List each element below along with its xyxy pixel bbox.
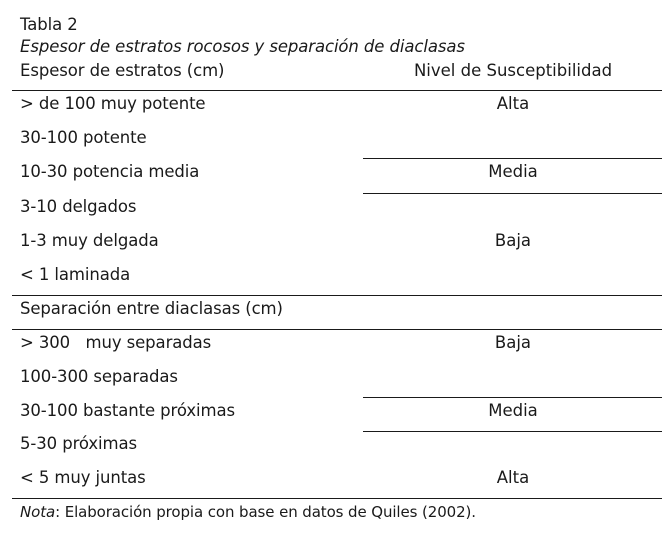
table-title: Espesor de estratos rocosos y separación de diaclasas [20, 37, 465, 56]
table-row: 10-30 potencia media [20, 162, 200, 181]
bottom-rule [12, 498, 662, 499]
level-divider [363, 431, 662, 432]
table-row: > 300 muy separadas [20, 333, 212, 352]
table-note [20, 502, 476, 522]
section-rule [12, 295, 662, 296]
table-row: 1-3 muy delgada [20, 231, 159, 250]
column-header-susceptibility: Nivel de Susceptibilidad [413, 61, 613, 80]
susceptibility-level: Baja [494, 231, 532, 250]
susceptibility-level: Media [488, 162, 538, 181]
table-row: 30-100 bastante próximas [20, 401, 235, 420]
column-header-thickness: Espesor de estratos (cm) [20, 61, 225, 80]
table-row: 5-30 próximas [20, 434, 138, 453]
note-label: Nota [20, 503, 56, 521]
susceptibility-level: Alta [496, 468, 530, 487]
table-row: < 5 muy juntas [20, 468, 146, 487]
susceptibility-level: Baja [494, 333, 532, 352]
table-row: 30-100 potente [20, 128, 147, 147]
susceptibility-level: Alta [496, 94, 530, 113]
level-divider [363, 193, 662, 194]
table-row: > de 100 muy potente [20, 94, 206, 113]
susceptibility-level: Media [488, 401, 538, 420]
level-divider [363, 158, 662, 159]
level-divider [363, 397, 662, 398]
table-row: 3-10 delgados [20, 197, 137, 216]
table-label: Tabla 2 [20, 15, 78, 34]
header-rule [12, 90, 662, 91]
section-header-joint-spacing: Separación entre diaclasas (cm) [20, 299, 283, 318]
table-row: < 1 laminada [20, 265, 131, 284]
section-rule [12, 329, 662, 330]
note-text: : Elaboración propia con base en datos de Quiles (2002). [55, 503, 476, 521]
table-row: 100-300 separadas [20, 367, 178, 386]
